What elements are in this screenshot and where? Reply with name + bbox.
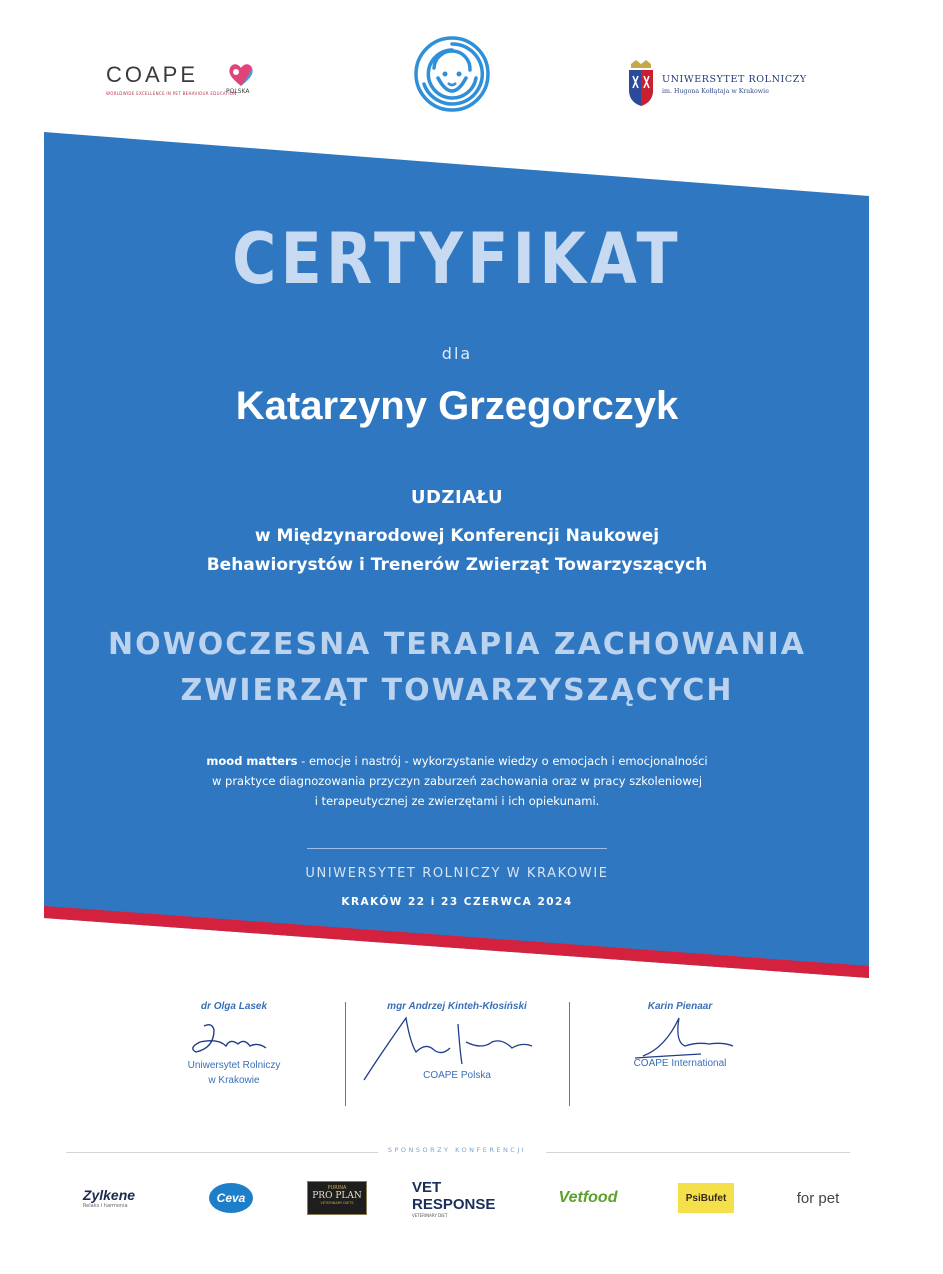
signer-name: mgr Andrzej Kinteh-Kłosiński — [387, 1001, 527, 1012]
signer-name: dr Olga Lasek — [200, 1001, 268, 1012]
ceva-badge — [209, 1183, 253, 1213]
signer-org — [134, 1058, 334, 1088]
signature-block — [134, 1001, 334, 1088]
sponsor-vetfood — [548, 1180, 628, 1216]
description-line-3: i terapeutycznej ze zwierzętami i ich opiekunami. — [314, 794, 600, 808]
proplan-badge — [307, 1181, 367, 1215]
signer-org-line-1: COAPE International — [633, 1058, 727, 1069]
signer-name: Karin Pienaar — [647, 1001, 713, 1012]
sponsor-vetresponse — [412, 1180, 508, 1216]
psibufet-badge — [678, 1183, 734, 1213]
university-name: UNIWERSYTET ROLNICZY — [662, 74, 807, 85]
sponsor-vetfood-name: Vetfood — [558, 1189, 618, 1206]
signature-separator — [345, 1002, 346, 1106]
handwritten-signature — [174, 1018, 294, 1058]
sponsor-zylkene-name: Zylkene — [82, 1187, 136, 1203]
divider — [307, 848, 607, 849]
signature-block — [357, 1001, 557, 1083]
subject-line-2: ZWIERZĄT TOWARZYSZĄCYCH — [180, 673, 734, 708]
sponsor-vetresponse-sub: VETERINARY DIET — [412, 1212, 448, 1218]
coape-tagline: WORLDWIDE EXCELLENCE IN PET BEHAVIOUR EDUCATION — [106, 91, 237, 96]
coape-polska: POLSKA — [226, 88, 250, 95]
for-word: dla — [441, 344, 473, 363]
sponsor-proplan — [307, 1180, 367, 1216]
sponsor-purina: PURINA — [327, 1185, 347, 1191]
signer-org-line-1: Uniwersytet Rolniczy — [187, 1060, 281, 1071]
description-bold: mood matters — [206, 754, 298, 768]
sponsor-proplan-name: PRO PLAN — [312, 1191, 362, 1201]
sponsor-proplan-sub: VETERINARY DIETS — [320, 1201, 354, 1205]
sponsor-forpet-name: for pet — [796, 1189, 840, 1207]
conference-line-2: Behawiorystów i Trenerów Zwierząt Towarzyszących — [206, 555, 708, 575]
sponsor-vetresponse-name: VET RESPONSE — [412, 1178, 496, 1213]
sponsors-label: SPONSORZY KONFERENCJI — [387, 1146, 527, 1154]
coape-wordmark: COAPE — [106, 62, 199, 87]
venue: UNIWERSYTET ROLNICZY W KRAKOWIE — [305, 866, 609, 881]
sponsor-psibufet-name: PsiBufet — [685, 1192, 727, 1204]
signer-org-line-2: w Krakowie — [208, 1075, 260, 1086]
signer-org — [580, 1056, 780, 1071]
handwritten-signature — [605, 1012, 755, 1060]
signer-org — [357, 1068, 557, 1083]
signer-org-line-1: COAPE Polska — [423, 1070, 491, 1081]
sponsor-ceva-name: Ceva — [216, 1191, 246, 1205]
sponsor-zylkene — [64, 1180, 154, 1216]
sponsor-ceva — [206, 1180, 256, 1216]
sponsor-psibufet — [677, 1180, 735, 1216]
event-date: KRAKÓW 22 i 23 CZERWCA 2024 — [341, 896, 573, 908]
subject-line-1: NOWOCZESNA TERAPIA ZACHOWANIA — [108, 627, 806, 662]
signature-block — [580, 1001, 780, 1071]
recipient-name: Katarzyny Grzegorczyk — [235, 384, 679, 428]
description-line-2: w praktyce diagnozowania przyczyn zaburzeń zachowania oraz w pracy szkoleniowej — [211, 774, 703, 788]
sponsor-forpet — [780, 1180, 856, 1216]
university-subtitle: im. Hugona Kołłątaja w Krakowie — [662, 88, 769, 95]
description-line-1 — [0, 751, 914, 771]
participation-heading: UDZIAŁU — [410, 487, 504, 508]
conference-line-1: w Międzynarodowej Konferencji Naukowej — [254, 526, 660, 546]
certificate-title: CERTYFIKAT — [232, 218, 682, 300]
description-line-1-rest: - emocje i nastrój - wykorzystanie wiedzy o emocjach i emocjonalności — [297, 754, 708, 768]
signature-separator — [569, 1002, 570, 1106]
sponsor-zylkene-sub: Relaks i harmonia — [82, 1203, 128, 1209]
